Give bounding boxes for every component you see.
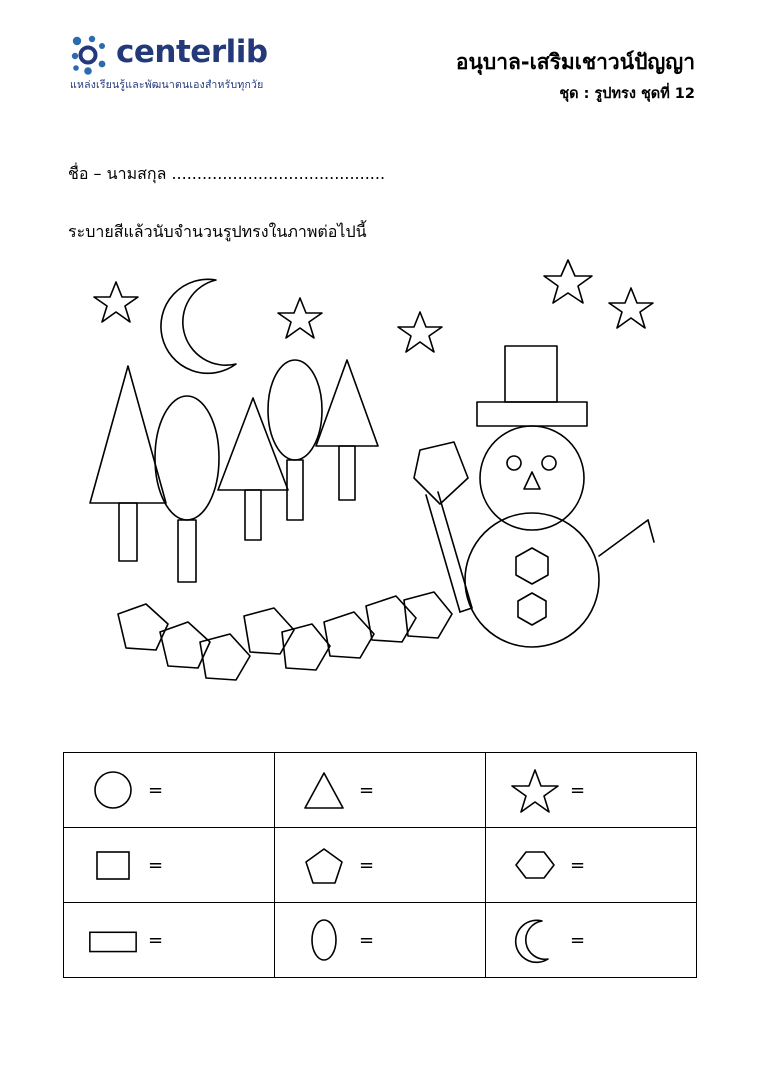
tree-trunk-icon — [245, 490, 261, 540]
snowman-eye-icon — [542, 456, 556, 470]
logo-wordmark: centerlib — [116, 34, 268, 70]
legend-cell-star[interactable] — [486, 753, 697, 828]
legend-cell-hexagon[interactable] — [486, 828, 697, 903]
legend-cell-square[interactable] — [64, 828, 275, 903]
snowman-nose-icon — [524, 472, 540, 489]
snowman-arm-icon — [648, 520, 654, 542]
tree-trunk-icon — [119, 503, 137, 561]
equals-sign: = — [570, 779, 586, 801]
logo — [68, 32, 298, 102]
table-row — [64, 828, 697, 903]
star-icon — [94, 282, 138, 322]
logo-tagline: แหล่งเรียนรู้และพัฒนาตนเองสำหรับทุกวัย — [70, 79, 264, 91]
hexagon-button-icon — [516, 548, 548, 584]
legend-cell-crescent[interactable] — [486, 903, 697, 978]
broom-handle-icon — [438, 492, 472, 608]
pentagon-icon — [282, 624, 330, 670]
legend-cell-triangle[interactable] — [275, 753, 486, 828]
broom-handle-icon — [426, 495, 460, 612]
star-icon — [544, 260, 592, 303]
equals-sign: = — [148, 854, 164, 876]
triangle-tree-icon — [218, 398, 288, 490]
oval-tree-icon — [155, 396, 219, 520]
name-field-line: ชื่อ – นามสกุล .......................................... — [68, 164, 386, 183]
table-row — [64, 903, 697, 978]
tree-trunk-icon — [339, 446, 355, 500]
tree-trunk-icon — [287, 460, 303, 520]
tree-trunk-icon — [178, 520, 196, 582]
legend-cell-oval[interactable] — [275, 903, 486, 978]
snowman-hat-top-icon — [505, 346, 557, 402]
table-row — [64, 753, 697, 828]
pentagon-icon — [324, 612, 374, 658]
oval-tree-icon — [268, 360, 322, 460]
equals-sign: = — [359, 854, 375, 876]
equals-sign: = — [570, 854, 586, 876]
circle-icon — [86, 762, 140, 818]
page-title: อนุบาล-เสริมเชาวน์ปัญญา — [455, 50, 695, 74]
legend-cell-rectangle[interactable] — [64, 903, 275, 978]
square-icon — [86, 837, 140, 893]
pentagon-icon — [404, 592, 452, 638]
equals-sign: = — [359, 929, 375, 951]
centerlib-dots-logo-icon — [68, 34, 110, 76]
pentagon-icon — [118, 604, 168, 650]
legend-cell-pentagon[interactable] — [275, 828, 486, 903]
oval-icon — [297, 912, 351, 968]
equals-sign: = — [148, 779, 164, 801]
triangle-tree-icon — [316, 360, 378, 446]
crescent-moon-icon — [161, 279, 236, 373]
pentagon-icon — [200, 634, 250, 680]
broom-head-icon — [414, 442, 468, 504]
triangle-icon — [297, 762, 351, 818]
legend-cell-circle[interactable] — [64, 753, 275, 828]
equals-sign: = — [570, 929, 586, 951]
shape-count-table — [63, 752, 697, 978]
star-icon — [278, 298, 322, 338]
snowman-eye-icon — [507, 456, 521, 470]
crescent-moon-icon — [508, 912, 562, 968]
page-subtitle: ชุด : รูปทรง ชุดที่ 12 — [559, 86, 695, 102]
equals-sign: = — [148, 929, 164, 951]
instruction-text: ระบายสีแล้วนับจำนวนรูปทรงในภาพต่อไปนี้ — [68, 222, 367, 241]
page-header — [0, 24, 763, 114]
snowman-body-icon — [465, 513, 599, 647]
snowman-head-icon — [480, 426, 584, 530]
star-icon — [398, 312, 442, 352]
triangle-tree-icon — [90, 366, 166, 503]
hexagon-button-icon — [518, 593, 546, 625]
hexagon-icon — [508, 837, 562, 893]
pentagon-icon — [297, 837, 351, 893]
snowman-arm-icon — [599, 520, 648, 556]
worksheet-illustration — [68, 250, 698, 730]
star-icon — [609, 288, 653, 328]
equals-sign: = — [359, 779, 375, 801]
rectangle-icon — [86, 912, 140, 968]
snowman-hat-brim-icon — [477, 402, 587, 426]
star-icon — [508, 762, 562, 818]
broom-handle-icon — [460, 608, 472, 612]
